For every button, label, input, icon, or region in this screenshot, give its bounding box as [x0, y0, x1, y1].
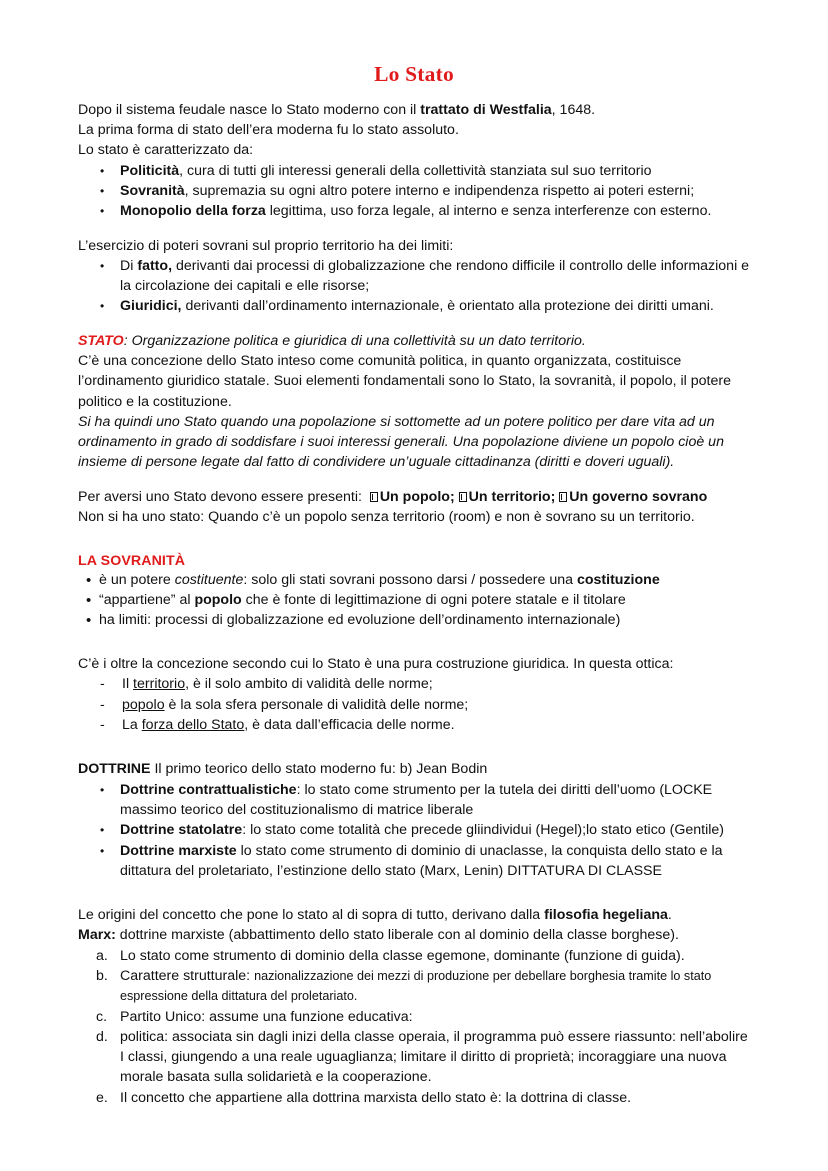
list-marker: c. [96, 1008, 108, 1025]
limiti-list [78, 256, 750, 317]
list-item [78, 591, 750, 611]
spacer [78, 881, 750, 905]
bullet-icon: • [86, 611, 92, 629]
list-item-body [99, 591, 750, 611]
bullet-icon: • [86, 591, 92, 609]
document-body [78, 62, 750, 1108]
missing-glyph-icon [559, 492, 567, 502]
list-item-body: Partito Unico: assume una funzione educativa: [120, 1008, 413, 1025]
list-item-mid: : solo gli stati sovrani possono darsi / possedere una [243, 572, 577, 589]
bullet-icon: • [100, 183, 105, 198]
list-item-pre: Il [122, 676, 134, 693]
list-item-body [122, 695, 750, 715]
list-item [78, 695, 750, 715]
limiti-lead: L’esercizio di poteri sovrani sul proprio territorio ha dei limiti: [78, 237, 454, 254]
stato-colon: : [123, 332, 132, 349]
bullet-icon: • [100, 823, 105, 838]
list-item-pre: Di [120, 257, 138, 274]
list-item-text: , cura di tutti gli interessi generali della collettività stanziata sul suo territorio [179, 162, 652, 179]
list-item-body [120, 841, 750, 882]
origini-line-2 [78, 925, 750, 945]
list-item-text: lo stato come strumento di dominio di unaclasse, la conquista dello stato e la dittatura del proletariato, l’estinzione dello stato (Marx, Lenin) DITTATURA DI CLASSE [120, 842, 723, 879]
list-item-body [99, 571, 750, 591]
list-item-pre: “appartiene” al [99, 591, 195, 608]
spacer [78, 222, 750, 236]
list-item-text: derivanti dai processi di globalizzazione che rendono difficile il controllo delle informazioni e la circolazione dei capitali e elle risorse; [120, 257, 750, 295]
list-item-bold: Monopolio della forza [120, 203, 266, 220]
costruzione-list [78, 674, 750, 735]
list-item-post: che è fonte di legittimazione di ogni potere statale e il titolare [241, 591, 626, 608]
list-item-body [122, 674, 750, 694]
list-item-bold: Dottrine marxiste [120, 842, 237, 859]
list-marker: d. [96, 1028, 108, 1045]
list-item-text: è la sola sfera personale di validità delle norme; [164, 696, 469, 713]
intro-line-3: Lo stato è caratterizzato da: [78, 142, 254, 159]
list-item [78, 611, 750, 631]
list-item-body [120, 966, 750, 1007]
list-item [78, 1027, 750, 1088]
dash-icon: - [100, 676, 105, 693]
requisiti-line [78, 487, 750, 507]
list-item-body: Lo stato come strumento di dominio della classe egemone, dominante (funzione di guida). [120, 947, 685, 964]
requisiti-item-2: Un territorio; [468, 488, 556, 505]
list-item-bold: Dottrine statolatre [120, 822, 243, 839]
list-item [78, 946, 750, 966]
list-item-bold: Sovranità [120, 182, 185, 199]
origini-line-1-pre: Le origini del concetto che pone lo stato al di sopra di tutto, derivano dalla [78, 907, 545, 924]
intro-line-2: La prima forma di stato dell’era moderna fu lo stato assoluto. [78, 122, 459, 139]
list-item [78, 161, 750, 181]
list-item-body [120, 780, 750, 821]
requisiti-item-3: Un governo sovrano [569, 488, 708, 505]
missing-glyph-icon [459, 492, 467, 502]
intro-line-1-post: , 1648. [551, 101, 596, 118]
list-item-text: : lo stato come totalità che precede gliindividui (Hegel);lo stato etico (Gentile) [242, 822, 725, 839]
stato-label: STATO [78, 332, 124, 349]
list-item [78, 296, 750, 316]
list-item-text: legittima, uso forza legale, al interno e senza interferenze con esterno. [265, 203, 712, 220]
stato-definition-text: Organizzazione politica e giuridica di una collettività su un dato territorio. [131, 332, 586, 349]
marx-points-list [78, 946, 750, 1108]
requisiti-lead: Per aversi uno Stato devono essere presenti: [78, 488, 362, 505]
list-item-body [120, 296, 750, 316]
bullet-icon: • [100, 163, 105, 178]
intro-line-1-bold: trattato di Westfalia [420, 101, 552, 118]
list-item-body [122, 715, 750, 735]
spacer [78, 527, 750, 551]
list-marker: e. [96, 1089, 108, 1106]
list-item [78, 966, 750, 1007]
list-item-body [120, 201, 750, 221]
list-item-text: , è data dall’efficacia delle norme. [244, 717, 455, 734]
spacer [78, 317, 750, 331]
list-item-text: , è il solo ambito di validità delle norme; [185, 676, 433, 693]
bullet-icon: • [86, 572, 92, 590]
bullet-icon: • [100, 782, 105, 797]
list-item-bold: Politicità [120, 162, 180, 179]
list-item [78, 841, 750, 882]
list-item-bold: Giuridici, [120, 298, 182, 315]
origini-line-2-bold: Marx: [78, 927, 116, 944]
list-item-bold: Dottrine contrattualistiche [120, 781, 297, 798]
origini-line-1-post: . [667, 907, 672, 924]
costruzione-lead: C’è i oltre la concezione secondo cui lo Stato è una pura costruzione giuridica. In questa ottica: [78, 656, 674, 673]
list-item-underline: popolo [122, 696, 165, 713]
spacer [78, 735, 750, 759]
list-item [78, 674, 750, 694]
intro-line-1-pre: Dopo il sistema feudale nasce lo Stato moderno con il [78, 101, 421, 118]
list-item [78, 1088, 750, 1108]
list-item-text: derivanti dall’ordinamento internazionale, è orientato alla protezione dei diritti umani. [181, 298, 714, 315]
section-heading-sovranita: LA SOVRANITÀ [78, 553, 186, 570]
list-item-body [120, 820, 750, 840]
list-item [78, 780, 750, 821]
requisiti-negazione: Non si ha uno stato: Quando c’è un popolo senza territorio (room) e non è sovrano su un territorio. [78, 509, 695, 526]
list-item-italic: costituente [174, 572, 244, 589]
requisiti-item-1: Un popolo; [379, 488, 455, 505]
dash-icon: - [100, 717, 105, 734]
caratteristiche-list [78, 161, 750, 222]
list-item-text: , supremazia su ogni altro potere interno e indipendenza rispetto ai poteri esterni; [184, 182, 695, 199]
list-item-pre: Carattere strutturale: [120, 968, 255, 984]
dottrine-lead-bold: DOTTRINE [78, 761, 151, 778]
stato-italic-paragraph: Si ha quindi uno Stato quando una popolazione si sottomette ad un potere politico per dare vita ad un ordinamento in grado di soddisfare i suoi interessi generali. Una popolazione diviene un popolo cioè un insieme di persone legate dal fatto di condividere un’uguale cittadinanza (diritti e doveri uguali). [78, 413, 724, 471]
origini-line-1 [78, 905, 750, 925]
list-item [78, 201, 750, 221]
list-item-body: ha limiti: processi di globalizzazione ed evoluzione dell’ordinamento internazionale) [99, 611, 621, 628]
list-item-pre: La [122, 717, 142, 734]
bullet-icon: • [100, 258, 105, 273]
origini-line-1-bold: filosofia hegeliana [544, 907, 668, 924]
stato-definition [78, 331, 750, 351]
list-item [78, 256, 750, 297]
bullet-icon: • [100, 843, 105, 858]
page-title: Lo Stato [374, 62, 454, 86]
list-item [78, 820, 750, 840]
sovranita-list [78, 571, 750, 630]
list-item [78, 181, 750, 201]
dash-icon: - [100, 696, 105, 713]
list-item-text: : lo stato come strumento per la tutela dei diritti dell’uomo (LOCKE massimo teorico del costituzionalismo di matrice liberale [120, 781, 713, 818]
spacer [78, 630, 750, 654]
intro-line-1 [78, 100, 750, 120]
list-item-pre: è un potere [99, 572, 175, 589]
dottrine-lead [78, 759, 750, 779]
bullet-icon: • [100, 204, 105, 219]
spacer [78, 473, 750, 487]
dottrine-lead-rest: Il primo teorico dello stato moderno fu: b) Jean Bodin [150, 761, 488, 778]
missing-glyph-icon [370, 492, 378, 502]
list-item-underline: territorio [133, 676, 186, 693]
origini-line-2-rest: dottrine marxiste (abbattimento dello stato liberale con al dominio della classe borghese). [115, 927, 679, 944]
list-marker: b. [96, 968, 108, 984]
list-item-body [120, 256, 750, 297]
list-item-bold: costituzione [576, 572, 660, 589]
list-marker: a. [96, 947, 108, 964]
list-item [78, 571, 750, 591]
list-item-body [120, 161, 750, 181]
list-item-small-text: nazionalizzazione dei mezzi di produzione per debellare borghesia tramite lo stato espressione della dittatura del proletariato. [120, 969, 712, 1004]
dottrine-list [78, 780, 750, 881]
list-item-body: Il concetto che appartiene alla dottrina marxista dello stato è: la dottrina di classe. [120, 1089, 632, 1106]
list-item-bold: fatto, [137, 257, 173, 274]
list-item-bold: popolo [194, 591, 242, 608]
list-item [78, 715, 750, 735]
list-item-body: politica: associata sin dagli inizi della classe operaia, il programma può essere riassunto: nell’abolire I classi, giungendo a una reale uguaglianza; limitare il diritto di proprietà; incoraggiare una nuova morale basata sulla solidarietà e la cooperazione. [120, 1028, 748, 1086]
bullet-icon: • [100, 299, 105, 314]
list-item-body [120, 181, 750, 201]
list-item-underline: forza dello Stato [141, 717, 245, 734]
list-item [78, 1007, 750, 1027]
stato-paragraph: C’è una concezione dello Stato inteso come comunità politica, in quanto organizzata, costituisce l’ordinamento giuridico statale. Suoi elementi fondamentali sono lo Stato, la sovranità, il popolo, il potere politico e la costituzione. [78, 352, 732, 410]
